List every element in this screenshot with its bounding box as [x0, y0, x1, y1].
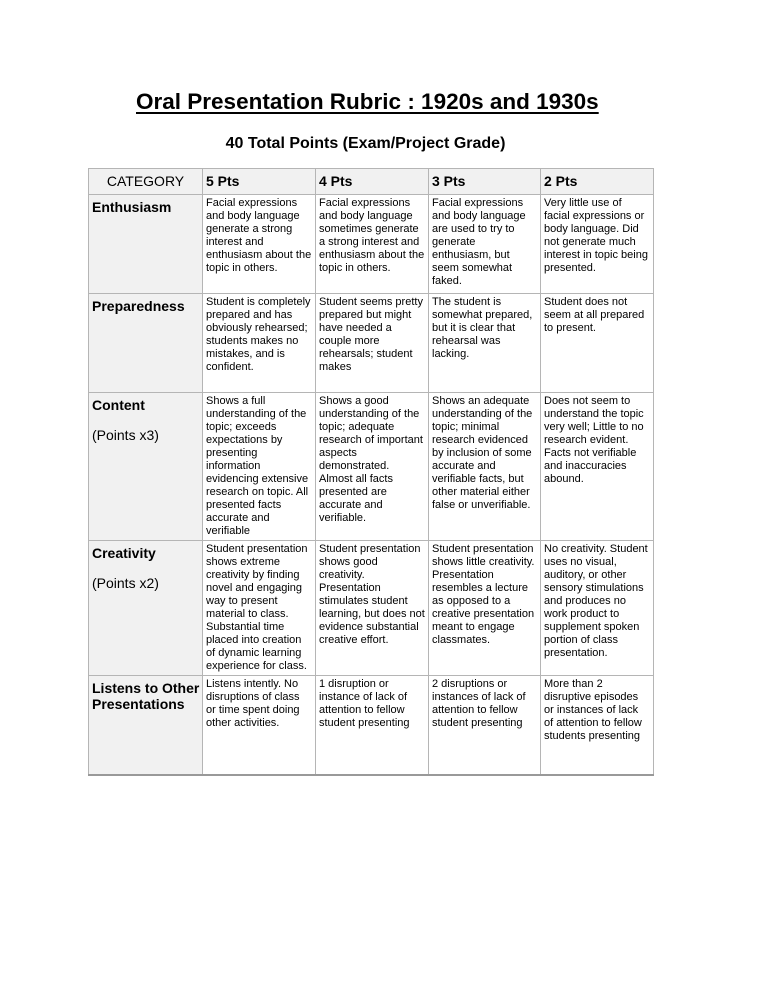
table-cell: Listens intently. No disruptions of class or time spent doing other activities. [203, 676, 316, 775]
table-cell: No creativity. Student uses no visual, auditory, or other sensory stimulations and produces no work product to supplement spoken portion of class presentation. [541, 541, 654, 676]
points-multiplier: (Points x2) [92, 575, 159, 591]
column-header-4pts: 4 Pts [316, 169, 429, 195]
column-header-5pts: 5 Pts [203, 169, 316, 195]
table-row [89, 676, 654, 775]
table-cell: More than 2 disruptive episodes or instances of lack of attention to fellow students presenting [541, 676, 654, 775]
column-header-2pts: 2 Pts [541, 169, 654, 195]
table-row [89, 195, 654, 294]
header-row [89, 169, 654, 195]
table-row [89, 294, 654, 393]
column-header-3pts: 3 Pts [429, 169, 541, 195]
table-cell: Student presentation shows little creativity. Presentation resembles a lecture as opposed to a creative presentation meant to engage classmates. [429, 541, 541, 676]
category-label: Preparedness [92, 298, 185, 314]
row-category-creativity [89, 541, 203, 676]
table-cell: Does not seem to understand the topic very well; Little to no research evident. Facts not verifiable and inaccuracies abound. [541, 393, 654, 541]
row-category-preparedness [89, 294, 203, 393]
table-row [89, 393, 654, 541]
table-cell: Student seems pretty prepared but might have needed a couple more rehearsals; student makes [316, 294, 429, 393]
table-cell: Student is completely prepared and has obviously rehearsed; students makes no mistakes, and is confident. [203, 294, 316, 393]
rubric-table [88, 168, 654, 776]
table-cell: Facial expressions and body language generate a strong interest and enthusiasm about the topic in others. [203, 195, 316, 294]
table-row [89, 541, 654, 676]
table-cell: Facial expressions and body language sometimes generate a strong interest and enthusiasm about the topic in others. [316, 195, 429, 294]
points-subtitle: 40 Total Points (Exam/Project Grade) [225, 135, 506, 152]
row-category-content [89, 393, 203, 541]
points-multiplier: (Points x3) [92, 427, 159, 443]
page-title: Oral Presentation Rubric : 1920s and 1930s [136, 89, 599, 114]
category-label: Enthusiasm [92, 199, 172, 215]
table-cell: Student presentation shows good creativity. Presentation stimulates student learning, but does not evidence substantial creative effort. [316, 541, 429, 676]
category-label: Creativity [92, 545, 156, 561]
table-cell: Shows an adequate understanding of the topic; minimal research evidenced by inclusion of some accurate and verifiable facts, but other material either false or unverifiable. [429, 393, 541, 541]
column-header-category: CATEGORY [89, 169, 203, 195]
table-cell: Shows a full understanding of the topic; exceeds expectations by presenting information evidencing extensive research on topic. All presented facts accurate and verifiable [203, 393, 316, 541]
table-cell: Very little use of facial expressions or body language. Did not generate much interest in topic being presented. [541, 195, 654, 294]
table-cell: 1 disruption or instance of lack of attention to fellow student presenting [316, 676, 429, 775]
table-cell: The student is somewhat prepared, but it is clear that rehearsal was lacking. [429, 294, 541, 393]
table-cell: Student presentation shows extreme creativity by finding novel and engaging way to present material to class. Substantial time placed into creation of dynamic learning experience for class. [203, 541, 316, 676]
category-label: Content [92, 397, 145, 413]
table-cell: 2 disruptions or instances of lack of attention to fellow student presenting [429, 676, 541, 775]
table-cell: Shows a good understanding of the topic; adequate research of important aspects demonstrated. Almost all facts presented are accurate and verifiable. [316, 393, 429, 541]
row-category-listens [89, 676, 203, 775]
category-label: Listens to Other Presentations [92, 680, 200, 712]
row-category-enthusiasm [89, 195, 203, 294]
table-cell: Facial expressions and body language are used to try to generate enthusiasm, but seem somewhat faked. [429, 195, 541, 294]
table-cell: Student does not seem at all prepared to present. [541, 294, 654, 393]
